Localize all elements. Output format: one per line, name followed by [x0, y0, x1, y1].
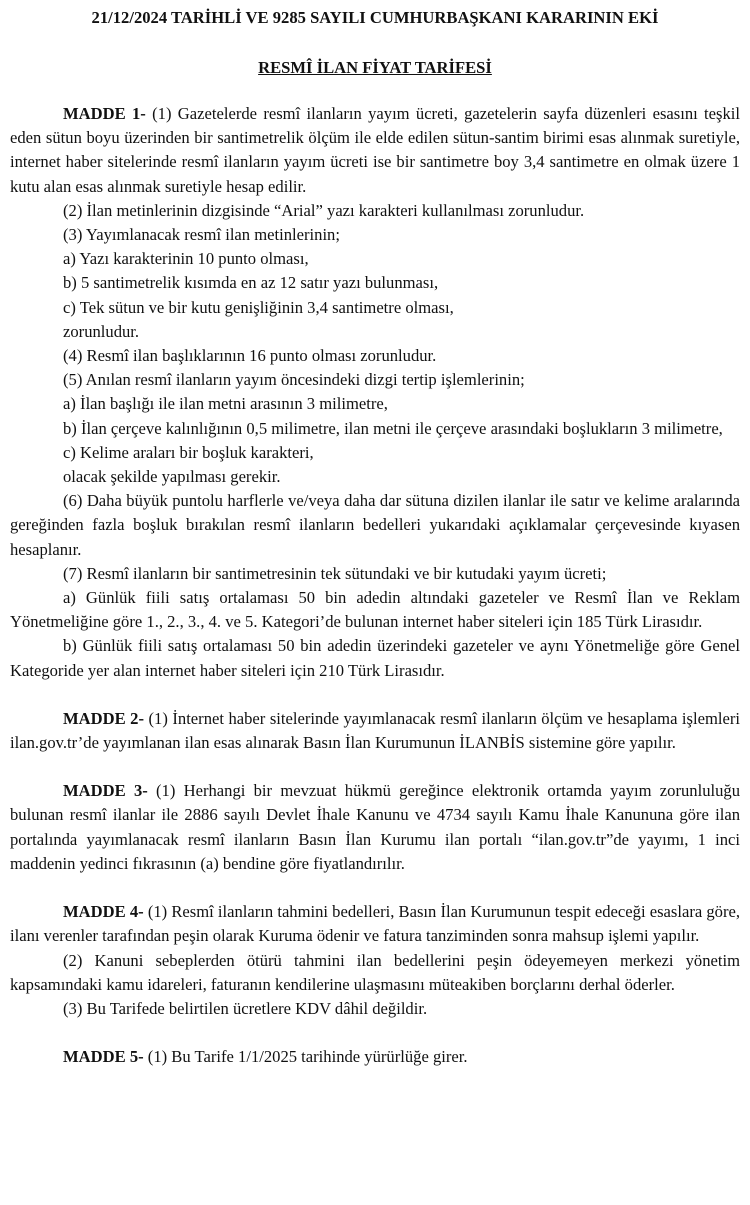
madde-5-paragraph-1: MADDE 5- (1) Bu Tarife 1/1/2025 tarihinde yürürlüğe girer. [63, 1047, 468, 1067]
madde-1-paragraph-2: (2) İlan metinlerinin dizgisinde “Arial” yazı karakteri kullanılması zorunludur. [63, 200, 585, 220]
madde-5 [10, 1045, 740, 1069]
madde-3 [10, 779, 740, 876]
spacer [10, 876, 740, 900]
madde-1 [10, 102, 740, 683]
madde-1-paragraph-5: (5) Anılan resmî ilanların yayım öncesindeki dizgi tertip işlemlerinin; [63, 370, 525, 390]
document-subtitle: RESMÎ İLAN FİYAT TARİFESİ [258, 58, 492, 77]
madde-1-paragraph-4: (4) Resmî ilan başlıklarının 16 punto olması zorunludur. [63, 346, 437, 366]
madde-1-paragraph-3: (3) Yayımlanacak resmî ilan metinlerinin; [63, 225, 340, 245]
madde-1-paragraph-6: (6) Daha büyük puntolu harflerle ve/veya daha dar sütuna dizilen ilanlar ile satır ve kelime aralarında gereğinden fazla boşluk bırakılan resmî ilanların bedelleri yukarıdaki açıklamalar çerçevesinde kıyasen hesaplanır. [10, 491, 740, 559]
madde-1-item-7b: b) Günlük fiili satış ortalaması 50 bin adedin üzerindeki gazeteler ve aynı Yönetmeliğe göre Genel Kategoride yer alan internet haber siteleri için 210 Türk Lirasıdır. [10, 636, 740, 680]
madde-1-item-3b: b) 5 santimetrelik kısımda en az 12 satır yazı bulunması, [63, 273, 439, 293]
madde-1-paragraph-7: (7) Resmî ilanların bir santimetresinin tek sütundaki ve bir kutudaki yayım ücreti; [63, 563, 607, 583]
madde-1-item-5d: olacak şekilde yapılması gerekir. [63, 467, 281, 487]
madde-2-paragraph-1: MADDE 2- (1) İnternet haber sitelerinde yayımlanacak resmî ilanların ölçüm ve hesaplama işlemleri ilan.gov.tr’de yayımlanan ilan esas alınarak Basın İlan Kurumunun İLANBİS sistemine göre yapılır. [10, 708, 740, 753]
madde-1-item-3c: c) Tek sütun ve bir kutu genişliğinin 3,4 santimetre olması, [63, 297, 454, 317]
madde-1-item-5a: a) İlan başlığı ile ilan metni arasının 3 milimetre, [63, 394, 388, 414]
madde-4-label: MADDE 4- [63, 902, 144, 922]
spacer [10, 755, 740, 779]
madde-5-label: MADDE 5- [63, 1047, 144, 1067]
madde-1-item-5b: b) İlan çerçeve kalınlığının 0,5 milimetre, ilan metni ile çerçeve arasındaki boşlukların 3 milimetre, [63, 418, 723, 438]
document-title: 21/12/2024 TARİHLİ VE 9285 SAYILI CUMHURBAŞKANI KARARININ EKİ [91, 8, 659, 27]
madde-1-label: MADDE 1- [63, 104, 146, 123]
madde-1-item-7a: a) Günlük fiili satış ortalaması 50 bin adedin altındaki gazeteler ve Resmî İlan ve Reklam Yönetmeliğine göre 1., 2., 3., 4. ve 5. Kategori’de bulunan internet haber siteleri için 185 Türk Lirasıdır. [10, 588, 740, 632]
madde-2-label: MADDE 2- [63, 708, 145, 728]
madde-2 [10, 707, 740, 755]
madde-4-paragraph-3: (3) Bu Tarifede belirtilen ücretlere KDV dâhil değildir. [63, 998, 428, 1018]
madde-1-paragraph-1: MADDE 1- (1) Gazetelerde resmî ilanların yayım ücreti, gazetelerin sayfa düzenleri esasını teşkil eden sütun boyu üzerinden bir santimetrelik ölçüm ile elde edilen sütun-santim birimi esas alınmak suretiyle, internet haber sitelerinde resmî ilanların yayım ücreti ise bir santimetre boy 3,4 santimetre en olmak üzere 1 kutu alan esas alınmak suretiyle hesap edilir. [10, 104, 741, 196]
spacer [10, 683, 740, 707]
madde-3-paragraph-1: MADDE 3- (1) Herhangi bir mevzuat hükmü gereğince elektronik ortamda yayım zorunluluğu bulunan resmî ilanlar ile 2886 sayılı Devlet İhale Kanunu ve 4734 sayılı Kamu İhale Kanununa göre ilan portalında yayımlanacak resmî ilanların Basın İlan Kurumu ilan portalı “ilan.gov.tr”de yayımı, 1 inci maddenin yedinci fıkrasının (a) bendine göre fiyatlandırılır. [10, 781, 740, 873]
madde-4 [10, 900, 740, 1021]
madde-1-item-3d: zorunludur. [63, 321, 140, 341]
spacer [10, 1021, 740, 1045]
madde-4-paragraph-1: MADDE 4- (1) Resmî ilanların tahmini bedelleri, Basın İlan Kurumunun tespit edeceği esaslara göre, ilanı verenler tarafından peşin olarak Kuruma ödenir ve fatura tanziminden sonra mahsup işlemi yapılır. [10, 902, 741, 946]
madde-4-paragraph-2: (2) Kanuni sebeplerden ötürü tahmini ilan bedellerini peşin ödeyemeyen merkezi yönetim kapsamındaki kamu idareleri, faturanın kendilerine ulaşmasını müteakiben borçlarını derhal öderler. [10, 950, 740, 994]
madde-3-label: MADDE 3- [63, 781, 148, 801]
madde-1-item-3a: a) Yazı karakterinin 10 punto olması, [63, 249, 309, 269]
madde-1-item-5c: c) Kelime araları bir boşluk karakteri, [63, 442, 314, 462]
